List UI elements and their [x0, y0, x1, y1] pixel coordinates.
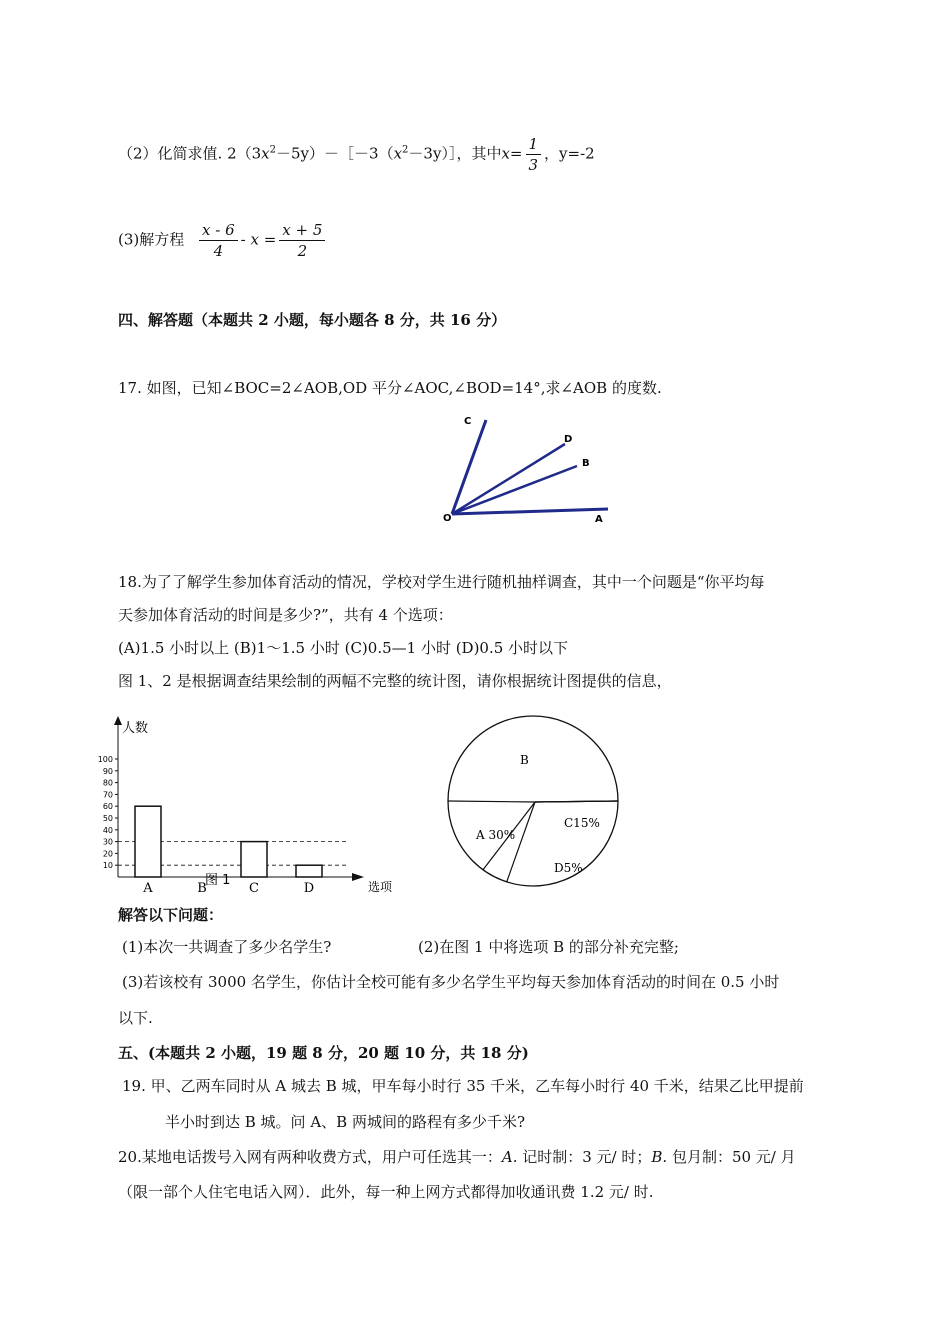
option-a-label: A. [501, 1148, 518, 1166]
fraction-denominator: 4 [213, 242, 224, 260]
fraction-numerator: x + 5 [279, 222, 325, 241]
q19-line2: 半小时到达 B 城。问 A、B 两城间的路程有多少千米? [165, 1113, 525, 1131]
q18-q2: (2)在图 1 中将选项 B 的部分补充完整; [418, 938, 679, 956]
fraction-numerator: x - 6 [199, 222, 238, 241]
label-a: A [595, 514, 603, 525]
q20-line1 [118, 1147, 796, 1167]
bar-c [241, 842, 267, 877]
pie-label-c: C15% [564, 816, 600, 830]
q18-q3b: 以下. [118, 1009, 153, 1027]
y-axis-arrow [114, 716, 122, 725]
bar-d [296, 865, 322, 877]
y-tick-label: 30 [102, 837, 113, 847]
q18-line4: 图 1、2 是根据调查结果绘制的两幅不完整的统计图，请你根据统计图提供的信息， [118, 672, 672, 690]
fraction-denominator: 2 [297, 242, 308, 260]
x-axis-label: 选项 [368, 880, 392, 894]
q19-line1: 19. 甲、乙两车同时从 A 城去 B 城，甲车每小时行 35 千米，乙车每小时行 40 千米，结果乙比甲提前 [122, 1077, 804, 1095]
section-4-heading: 四、解答题（本题共 2 小题，每小题各 8 分，共 16 分） [118, 311, 507, 329]
q18-questions-heading: 解答以下问题： [118, 906, 224, 924]
y-axis-label: 人数 [122, 721, 149, 736]
y-tick-label: 20 [102, 849, 113, 859]
label-b: B [582, 458, 590, 469]
q20-line1-pre: 20.某地电话拨号入网有两种收费方式，用户可任选其一： [118, 1148, 502, 1166]
q20-line1-mid: 记时制：3 元/ 时； [517, 1148, 652, 1166]
q16-part2 [118, 136, 595, 173]
label-d: D [564, 434, 573, 445]
fraction-numerator: 1 [526, 136, 542, 155]
y-tick-label: 80 [102, 778, 113, 788]
pie-chart [440, 708, 630, 898]
var-x: x [393, 144, 403, 163]
label-o: O [443, 513, 452, 524]
q18-line2: 天参加体育活动的时间是多少?”，共有 4 个选项： [118, 606, 453, 624]
var-x: x [261, 144, 270, 163]
y-tick-label: 50 [102, 814, 113, 823]
exponent: 2 [402, 144, 409, 156]
category-label: C [249, 881, 259, 896]
y-tick-label: 10 [102, 861, 113, 871]
q16-part3-label: (3)解方程 [118, 230, 185, 249]
fraction-right [279, 222, 325, 259]
pie-label-d: D5% [554, 861, 583, 875]
option-b-label: B. [651, 1148, 668, 1166]
q16-part2-mid1: －5y）－［－3（ [276, 144, 394, 163]
label-c: C [464, 416, 472, 427]
angle-diagram [440, 408, 640, 528]
q16-part2-tail: ，y=-2 [544, 144, 595, 163]
category-label: D [303, 881, 315, 896]
minus-x: - x = [240, 230, 277, 249]
category-label: A [143, 881, 153, 896]
pie-label-a: A 30% [476, 828, 516, 842]
fraction-one-third [526, 136, 542, 173]
y-tick-label: 100 [97, 755, 113, 764]
q16-part2-prefix: （2）化简求值. 2（3 [118, 144, 262, 163]
y-tick-label: 90 [102, 766, 113, 776]
ray-od [452, 444, 565, 514]
q16-part3 [118, 222, 328, 259]
var-x: x [501, 144, 510, 163]
ray-ob [452, 466, 577, 514]
exponent: 2 [269, 144, 277, 156]
fraction-denominator: 3 [528, 156, 539, 174]
bar-chart [92, 712, 392, 897]
category-label: B [197, 881, 207, 896]
ray-oa [452, 509, 608, 514]
fraction-left [199, 222, 238, 259]
equals-sign: = [509, 144, 523, 163]
chart-caption: 图 1 [205, 873, 231, 888]
y-tick-label: 60 [102, 802, 113, 812]
y-tick-label: 70 [102, 790, 113, 800]
q18-q3a: (3)若该校有 3000 名学生，你估计全校可能有多少名学生平均每天参加体育活动的时间在 0.5 小时 [122, 973, 780, 991]
q18-options: (A)1.5 小时以上 (B)1～1.5 小时 (C)0.5—1 小时 (D)0.5 小时以下 [118, 639, 569, 657]
q16-part2-mid2: －3y）］，其中 [408, 144, 502, 163]
q20-line2: （限一部个人住宅电话入网）．此外，每一种上网方式都得加收通讯费 1.2 元/ 时. [118, 1183, 654, 1201]
y-tick-label: 40 [102, 825, 113, 835]
x-axis-arrow [352, 873, 364, 881]
q18-q1: (1)本次一共调查了多少名学生? [122, 938, 332, 956]
q18-line1: 18.为了了解学生参加体育活动的情况，学校对学生进行随机抽样调查，其中一个问题是“你平均每 [118, 573, 765, 591]
section-5-heading: 五、(本题共 2 小题，19 题 8 分，20 题 10 分，共 18 分) [118, 1044, 529, 1062]
q17-text: 17. 如图，已知∠BOC=2∠AOB,OD 平分∠AOC,∠BOD=14°,求∠AOB 的度数. [118, 379, 662, 397]
q20-line1-post: 包月制：50 元/ 月 [667, 1148, 796, 1166]
bar-a [135, 806, 161, 877]
ray-oc [452, 420, 486, 514]
pie-label-b: B [520, 753, 529, 767]
